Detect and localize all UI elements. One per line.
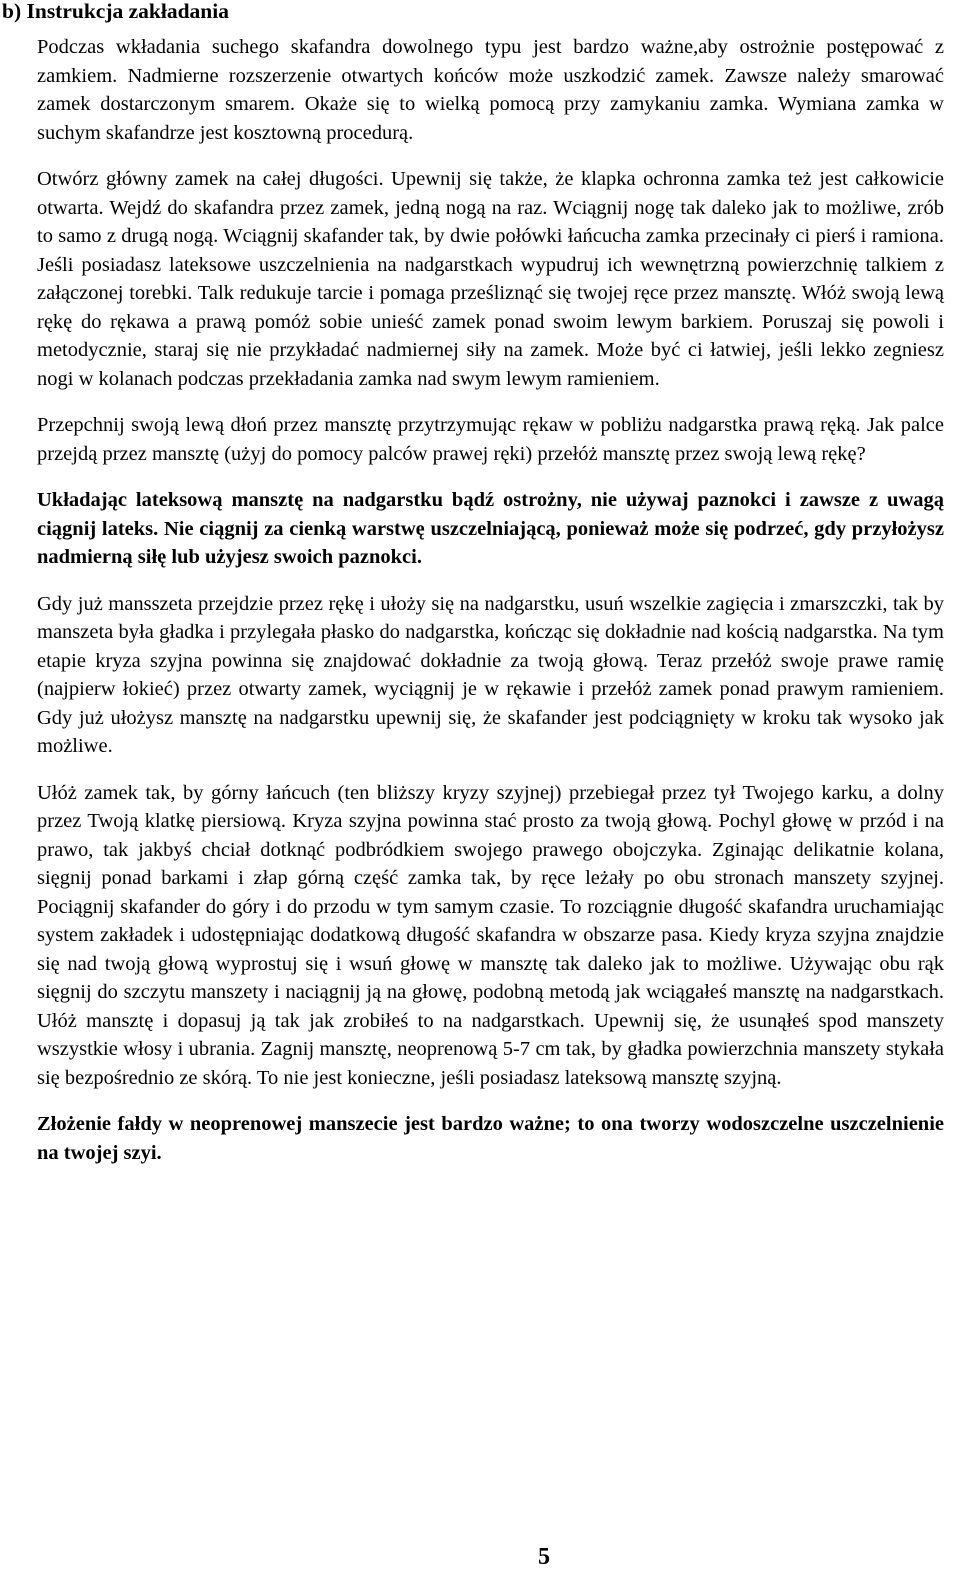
paragraph-neoprene-fold-note: Złożenie fałdy w neoprenowej manszecie jest bardzo ważne; to ona tworzy wodoszczelne uszczelnienie na twojej szyi. [37, 1113, 944, 1164]
paragraph-neck-seal: Ułóż zamek tak, by górny łańcuch (ten bliższy kryzy szyjnej) przebiegał przez tył Twojego karku, a dolny przez Twoją klatkę piersiową. Kryza szyjna powinna stać prosto za twoją głową. Pochyl głowę w przód i na prawo, tak jakbyś chciał dotknąć podbródkiem swojego prawego obojczyka. Zginając delikatnie kolana, sięgnij ponad barkami i złap górną część zamka tak, by ręce leżały po obu stronach manszety szyjnej. Pociągnij skafander do góry i do przodu w tym samym czasie. To rozciągnie długość skafandra uruchamiając system zakładek i udostępniając dodatkową długość skafandra w obszarze pasa. Kiedy kryza szyjna znajdzie się nad twoją głową wyprostuj się i wsuń głowę w mansztę tak daleko jak to możliwe. Używając obu rąk sięgnij do szczytu manszety i naciągnij ją na głowę, podobną metodą jak wciągałeś mansztę na nadgarstkach. Ułóż mansztę i dopasuj ją tak jak zrobiłeś to na nadgarstkach. Upewnij się, że usunąłeś spod manszety wszystkie włosy i ubrania. Zagnij mansztę, neoprenową 5-7 cm tak, by gładka powierzchnia manszety stykała się bezpośrednio ze skórą. To nie jest konieczne, jeśli posiadasz lateksową mansztę szyjną. [37, 781, 944, 1089]
section-heading: b) Instrukcja zakładania [2, 0, 229, 23]
paragraph-left-hand-cuff: Przepchnij swoją lewą dłoń przez mansztę przytrzymując rękaw w pobliżu nadgarstka prawą ręką. Jak palce przejdą przez mansztę (użyj do pomocy palców prawej ręki) przełóż mansztę przez swoją lewą rękę? [37, 414, 944, 465]
paragraph-latex-warning: Układając lateksową mansztę na nadgarstku bądź ostrożny, nie używaj paznokci i zawsze z uwagą ciągnij lateks. Nie ciągnij za cienką warstwę uszczelniającą, ponieważ może się podrzeć, gdy przyłożysz nadmierną siłę lub użyjesz swoich paznokci. [37, 489, 944, 568]
paragraph-zipper-care: Podczas wkładania suchego skafandra dowolnego typu jest bardzo ważne,aby ostrożnie postępować z zamkiem. Nadmierne rozszerzenie otwartych końców może uszkodzić zamek. Zawsze należy smarować zamek dostarczonym smarem. Okaże się to wielką pomocą przy zamykaniu zamka. Wymiana zamka w suchym skafandrze jest kosztowną procedurą. [37, 36, 944, 144]
page-number: 5 [538, 1544, 550, 1570]
paragraph-right-arm: Gdy już mansszeta przejdzie przez rękę i ułoży się na nadgarstku, usuń wszelkie zagięcia i zmarszczki, tak by manszeta była gładka i przylegała płasko do nadgarstka, kończąc się dokładnie nad kością nadgarstka. Na tym etapie kryza szyjna powinna się znajdować dokładnie za twoją głową. Teraz przełóż swoje prawe ramię (najpierw łokieć) przez otwarty zamek, wyciągnij je w rękawie i przełóż zamek ponad prawym ramieniem. Gdy już ułożysz mansztę na nadgarstku upewnij się, że skafander jest podciągnięty w kroku tak wysoko jak możliwe. [37, 592, 944, 757]
instruction-body [37, 33, 944, 1185]
paragraph-entering-suit: Otwórz główny zamek na całej długości. Upewnij się także, że klapka ochronna zamka też jest całkowicie otwarta. Wejdź do skafandra przez zamek, jedną nogą na raz. Wciągnij nogę tak daleko jak to możliwe, zrób to samo z drugą nogą. Wciągnij skafander tak, by dwie połówki łańcucha zamka przecinały ci pierś i ramiona. Jeśli posiadasz lateksowe uszczelnienia na nadgarstkach wypudruj ich wewnętrzną powierzchnię talkiem z załączonej torebki. Talk redukuje tarcie i pomaga prześliznąć się twojej ręce przez mansztę. Włóż swoją lewą rękę do rękawa a prawą pomóż sobie unieść zamek ponad swoim lewym barkiem. Poruszaj się powoli i metodycznie, staraj się nie przykładać nadmiernej siły na zamek. Może być ci łatwiej, jeśli lekko zegniesz nogi w kolanach podczas przekładania zamka nad swym lewym ramieniem. [37, 168, 944, 390]
